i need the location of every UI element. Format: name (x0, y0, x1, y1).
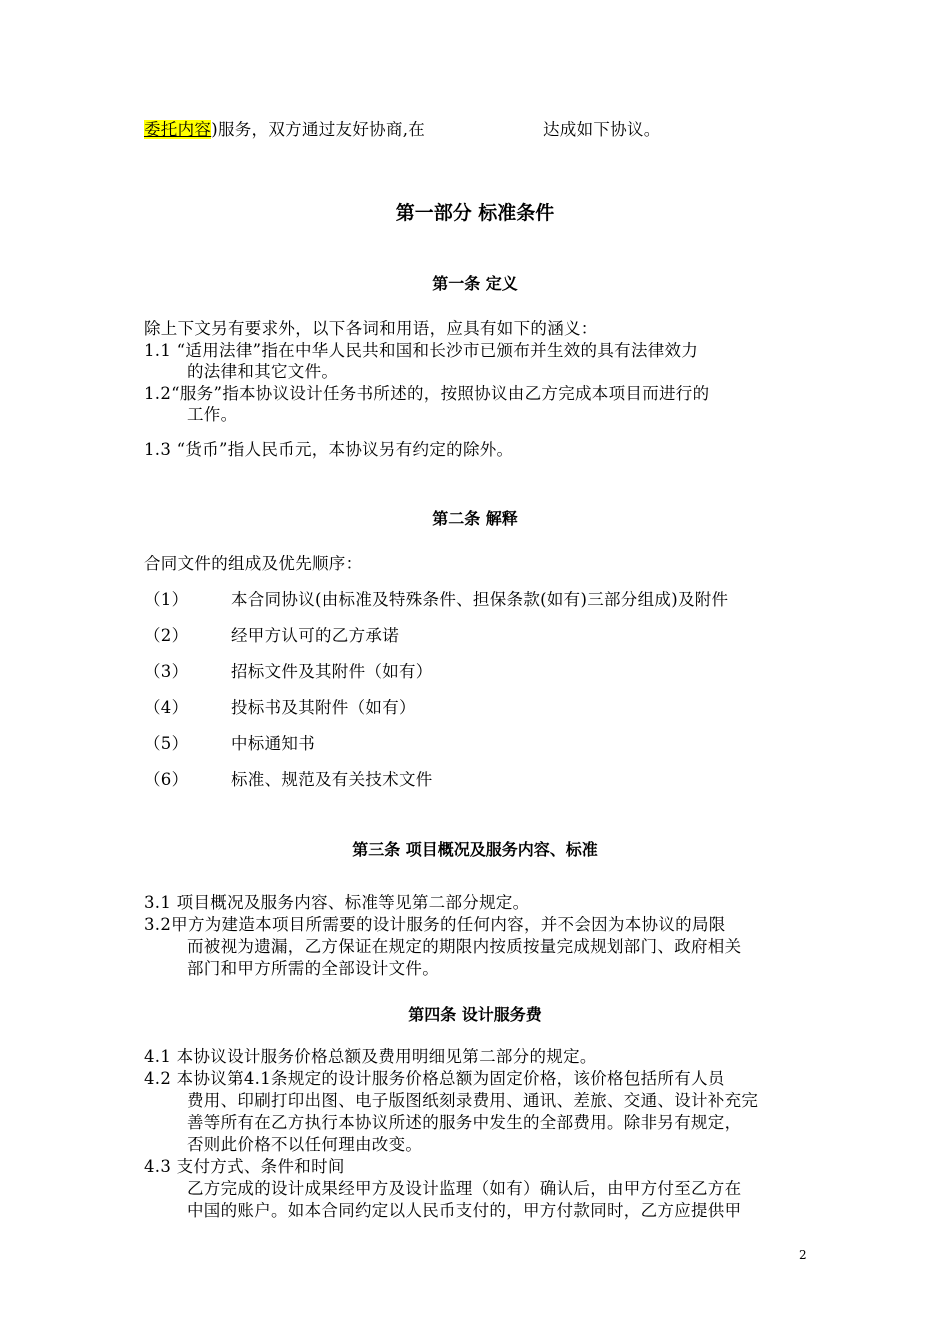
highlighted-placeholder: 委托内容 (144, 120, 212, 139)
list-item-text: 标准、规范及有关技术文件 (231, 770, 433, 789)
clause-4-2: 4.2 本协议第4.1条规定的设计服务价格总额为固定价格，该价格包括所有人员 (144, 1069, 725, 1088)
clause-4-3-body: 中国的账户。如本合同约定以人民币支付的，甲方付款同时，乙方应提供甲 (187, 1201, 742, 1220)
clause-1-3: 1.3 “货币”指人民币元，本协议另有约定的除外。 (144, 440, 514, 459)
article-1-title: 第一条 定义 (432, 274, 518, 293)
clause-1-2-cont: 工作。 (187, 405, 238, 424)
list-item-text: 中标通知书 (231, 734, 315, 753)
clause-3-2-cont: 而被视为遗漏，乙方保证在规定的期限内按质按量完成规划部门、政府相关 (187, 937, 742, 956)
list-item-number: （2） (144, 626, 189, 645)
article-3-title: 第三条 项目概况及服务内容、标准 (352, 840, 598, 859)
clause-4-2-cont: 否则此价格不以任何理由改变。 (187, 1135, 423, 1154)
list-item-number: （6） (144, 770, 189, 789)
clause-3-2-cont: 部门和甲方所需的全部设计文件。 (187, 959, 439, 978)
article-2-lead: 合同文件的组成及优先顺序： (144, 554, 363, 573)
clause-3-1: 3.1 项目概况及服务内容、标准等见第二部分规定。 (144, 893, 530, 912)
part-title: 第一部分 标准条件 (395, 202, 555, 224)
clause-1-1: 1.1 “适用法律”指在中华人民共和国和长沙市已颁布并生效的具有法律效力 (144, 341, 699, 360)
clause-1-2: 1.2“服务”指本协议设计任务书所述的，按照协议由乙方完成本项目而进行的 (144, 384, 710, 403)
list-item-number: （3） (144, 662, 189, 681)
clause-4-1: 4.1 本协议设计服务价格总额及费用明细见第二部分的规定。 (144, 1047, 597, 1066)
page-number: 2 (799, 1248, 807, 1262)
clause-4-3: 4.3 支付方式、条件和时间 (144, 1157, 345, 1176)
article-1-lead: 除上下文另有要求外，以下各词和用语，应具有如下的涵义： (144, 319, 598, 338)
article-4-title: 第四条 设计服务费 (408, 1005, 542, 1024)
list-item-number: （1） (144, 590, 189, 609)
list-item-number: （4） (144, 698, 189, 717)
clause-4-3-body: 乙方完成的设计成果经甲方及设计监理（如有）确认后，由甲方付至乙方在 (187, 1179, 742, 1198)
list-item-text: 经甲方认可的乙方承诺 (231, 626, 399, 645)
intro-text: )服务，双方通过友好协商,在 (211, 120, 426, 139)
clause-4-2-cont: 费用、印刷打印出图、电子版图纸刻录费用、通讯、差旅、交通、设计补充完 (187, 1091, 759, 1110)
list-item-text: 本合同协议(由标准及特殊条件、担保条款(如有)三部分组成)及附件 (231, 590, 729, 609)
list-item-number: （5） (144, 734, 189, 753)
clause-3-2: 3.2甲方为建造本项目所需要的设计服务的任何内容，并不会因为本协议的局限 (144, 915, 726, 934)
list-item-text: 招标文件及其附件（如有） (231, 662, 433, 681)
clause-4-2-cont: 善等所有在乙方执行本协议所述的服务中发生的全部费用。除非另有规定， (187, 1113, 742, 1132)
list-item-text: 投标书及其附件（如有） (231, 698, 416, 717)
clause-1-1-cont: 的法律和其它文件。 (187, 362, 339, 381)
intro-line (144, 119, 425, 141)
intro-end: 达成如下协议。 (543, 120, 661, 139)
article-2-title: 第二条 解释 (432, 509, 518, 528)
